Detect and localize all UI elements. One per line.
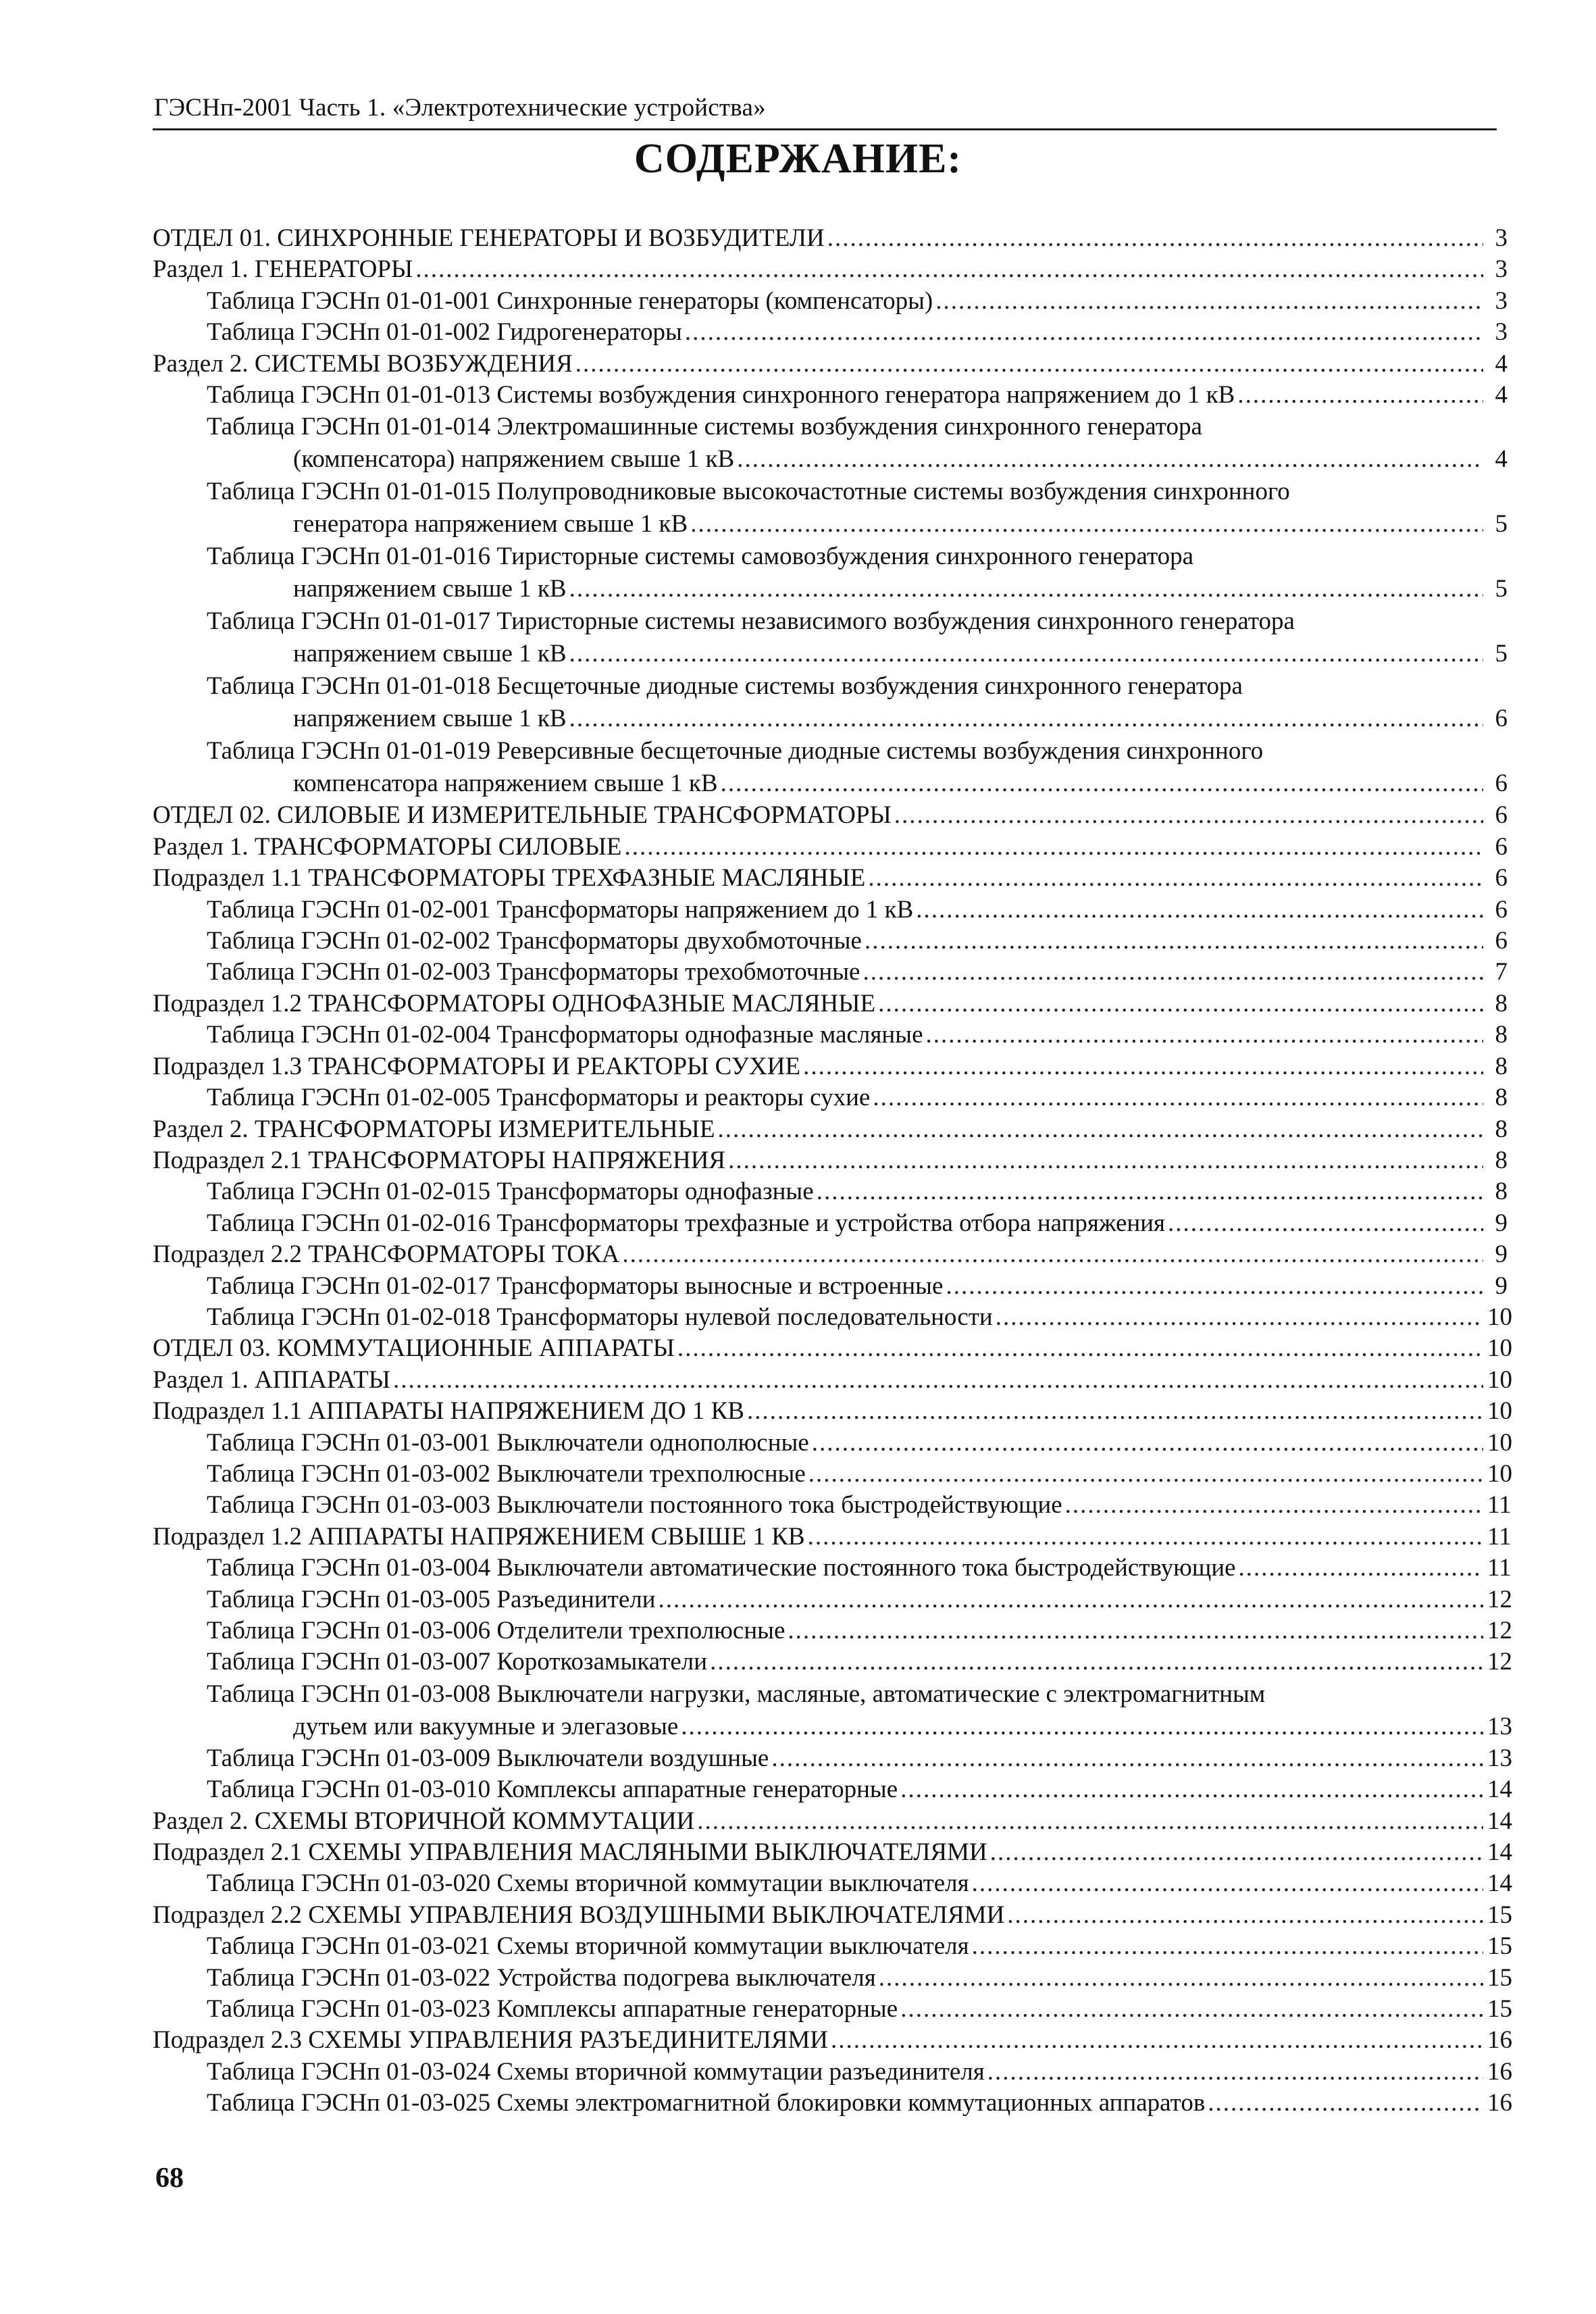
toc-entry-title: Таблица ГЭСНп 01-02-002 Трансформаторы двухобмоточные (207, 927, 862, 955)
dot-leader (865, 926, 1483, 957)
toc-page-number: 6 (1495, 770, 1508, 798)
toc-entry-title-continuation: (компенсатора) напряжением свыше 1 кВ (293, 445, 735, 474)
toc-entry-title: Подраздел 2.1 СХЕМЫ УПРАВЛЕНИЯ МАСЛЯНЫМИ ВЫКЛЮЧАТЕЛЯМИ (153, 1838, 987, 1867)
toc-page-number: 6 (1495, 705, 1508, 733)
toc-entry (153, 988, 1596, 1020)
toc-entry-title: Таблица ГЭСНп 01-01-014 Электромашинные системы возбуждения синхронного генератора (207, 413, 1202, 441)
dot-leader (873, 1082, 1483, 1113)
toc-entry (207, 1459, 1596, 1490)
toc-entry-title: Раздел 1. ГЕНЕРАТОРЫ (153, 255, 413, 284)
dot-leader (415, 254, 1483, 285)
toc-entry (153, 832, 1596, 863)
toc-page-number: 8 (1495, 989, 1508, 1017)
toc-page-number: 15 (1487, 1901, 1512, 1929)
toc-page-number: 15 (1487, 1932, 1512, 1961)
running-header: ГЭСНп-2001 Часть 1. «Электротехнические устройства» (154, 94, 766, 122)
dot-leader (926, 1020, 1484, 1051)
toc-entry-title: Раздел 2. ТРАНСФОРМАТОРЫ ИЗМЕРИТЕЛЬНЫЕ (153, 1115, 715, 1143)
toc-entry (207, 540, 1596, 605)
toc-entry (207, 1082, 1596, 1113)
dot-leader (1239, 1553, 1483, 1584)
toc-entry-title: Таблица ГЭСНп 01-01-001 Синхронные генераторы (компенсаторы) (207, 286, 933, 315)
table-of-contents (0, 223, 1596, 2119)
toc-page-number: 8 (1495, 1115, 1508, 1143)
toc-page-number: 5 (1495, 640, 1508, 668)
toc-entry-title-continuation: генератора напряжением свыше 1 кВ (293, 510, 688, 538)
toc-entry (207, 317, 1596, 348)
dot-leader (697, 1806, 1483, 1837)
dot-leader (987, 2057, 1483, 2088)
dot-leader (916, 895, 1483, 926)
toc-page-number: 15 (1487, 1995, 1512, 2023)
toc-page-number: 9 (1495, 1209, 1508, 1237)
toc-page-number: 10 (1487, 1303, 1512, 1331)
toc-page-number: 10 (1487, 1334, 1512, 1363)
dot-leader (677, 1333, 1483, 1364)
toc-entry-title: Подраздел 2.2 СХЕМЫ УПРАВЛЕНИЯ ВОЗДУШНЫМИ ВЫКЛЮЧАТЕЛЯМИ (153, 1901, 1005, 1929)
toc-entry-title: Таблица ГЭСНп 01-02-005 Трансформаторы и реакторы сухие (207, 1084, 871, 1112)
toc-entry (207, 1963, 1596, 1994)
dot-leader (946, 1271, 1483, 1302)
toc-entry (153, 1114, 1596, 1145)
toc-entry (153, 1396, 1596, 1427)
toc-entry-title: Подраздел 1.1 ТРАНСФОРМАТОРЫ ТРЕХФАЗНЫЕ МАСЛЯНЫЕ (153, 864, 866, 892)
dot-leader (808, 1521, 1483, 1553)
toc-entry (153, 800, 1596, 831)
dot-leader (747, 1396, 1483, 1427)
toc-page-number: 12 (1487, 1617, 1512, 1644)
toc-entry-title: Таблица ГЭСНп 01-01-018 Бесщеточные диодные системы возбуждения синхронного генератора (207, 672, 1243, 701)
dot-leader (721, 768, 1483, 800)
dot-leader (803, 1051, 1483, 1082)
toc-entry-title: Подраздел 1.2 АППАРАТЫ НАПРЯЖЕНИЕМ СВЫШЕ 1 КВ (153, 1522, 805, 1551)
toc-entry-title: Таблица ГЭСНп 01-01-015 Полупроводниковые высокочастотные системы возбуждения синхронного (207, 478, 1290, 506)
toc-entry-title: Таблица ГЭСНп 01-01-016 Тиристорные системы самовозбуждения синхронного генератора (207, 543, 1194, 571)
toc-entry (153, 2025, 1596, 2056)
toc-entry (153, 1365, 1596, 1396)
toc-entry (207, 1646, 1596, 1678)
toc-entry-title: Таблица ГЭСНп 01-02-003 Трансформаторы трехобмоточные (207, 958, 860, 986)
dot-leader (863, 957, 1483, 988)
toc-page-number: 5 (1495, 510, 1508, 538)
dot-leader (569, 573, 1483, 605)
toc-entry (207, 1553, 1596, 1584)
toc-entry (207, 1428, 1596, 1459)
dot-leader (710, 1646, 1483, 1678)
toc-entry (153, 1239, 1596, 1270)
toc-entry (207, 1490, 1596, 1521)
toc-entry-title: Таблица ГЭСНп 01-02-001 Трансформаторы напряжением до 1 кВ (207, 895, 914, 924)
toc-entry (207, 476, 1596, 540)
dot-leader (569, 703, 1483, 735)
dot-leader (972, 1868, 1483, 1899)
dot-leader (1237, 380, 1483, 411)
toc-entry (207, 1302, 1596, 1333)
dot-leader (972, 1931, 1483, 1962)
toc-entry-title: Таблица ГЭСНп 01-01-019 Реверсивные бесщеточные диодные системы возбуждения синхронного (207, 737, 1264, 765)
toc-entry (207, 895, 1596, 926)
toc-entry-title: Таблица ГЭСНп 01-02-017 Трансформаторы выносные и встроенные (207, 1272, 944, 1300)
dot-leader (1208, 2088, 1483, 2119)
toc-entry-title: Таблица ГЭСНп 01-02-015 Трансформаторы однофазные (207, 1178, 814, 1206)
toc-entry-title: Таблица ГЭСНп 01-03-006 Отделители трехполюсные (207, 1617, 786, 1644)
toc-entry-title: Таблица ГЭСНп 01-03-005 Разъединители (207, 1585, 656, 1613)
toc-entry-title: Таблица ГЭСНп 01-03-025 Схемы электромагнитной блокировки коммутационных аппаратов (207, 2089, 1206, 2117)
toc-page-number: 16 (1487, 2089, 1512, 2117)
toc-entry (153, 223, 1596, 254)
toc-page-number: 8 (1495, 1146, 1508, 1174)
toc-entry-title: Подраздел 2.1 ТРАНСФОРМАТОРЫ НАПРЯЖЕНИЯ (153, 1146, 726, 1174)
toc-entry (207, 670, 1596, 735)
toc-entry-title: Таблица ГЭСНп 01-03-008 Выключатели нагрузки, масляные, автоматические с электромагнитным (207, 1680, 1266, 1708)
toc-entry (207, 735, 1596, 800)
toc-entry (207, 1176, 1596, 1207)
toc-entry-title: Таблица ГЭСНп 01-03-023 Комплексы аппаратные генераторные (207, 1995, 898, 2023)
toc-entry (207, 380, 1596, 411)
toc-entry-title: ОТДЕЛ 03. КОММУТАЦИОННЫЕ АППАРАТЫ (153, 1334, 675, 1363)
toc-entry (207, 1615, 1596, 1646)
toc-entry (207, 286, 1596, 317)
toc-entry (207, 411, 1596, 476)
toc-entry-title: Подраздел 1.3 ТРАНСФОРМАТОРЫ И РЕАКТОРЫ СУХИЕ (153, 1052, 801, 1080)
dot-leader (817, 1176, 1483, 1207)
dot-leader (625, 832, 1483, 863)
toc-page-number: 6 (1495, 895, 1508, 924)
toc-page-number: 13 (1487, 1712, 1512, 1740)
toc-entry (207, 1208, 1596, 1239)
dot-leader (900, 1774, 1483, 1805)
toc-page-number: 4 (1495, 349, 1508, 378)
toc-entry-title: Раздел 1. ТРАНСФОРМАТОРЫ СИЛОВЫЕ (153, 832, 622, 861)
toc-entry-title: Таблица ГЭСНп 01-02-018 Трансформаторы нулевой последовательности (207, 1303, 993, 1331)
toc-entry (207, 605, 1596, 670)
toc-entry-title: Таблица ГЭСНп 01-02-016 Трансформаторы трехфазные и устройства отбора напряжения (207, 1209, 1166, 1237)
toc-entry (207, 1020, 1596, 1051)
dot-leader (569, 638, 1483, 670)
toc-entry-title-continuation: компенсатора напряжением свыше 1 кВ (293, 770, 718, 798)
toc-entry-title-continuation: напряжением свыше 1 кВ (293, 575, 567, 603)
toc-page-number: 12 (1487, 1648, 1512, 1676)
header-rule (153, 128, 1497, 130)
dot-leader (659, 1584, 1483, 1615)
toc-entry-title: Таблица ГЭСНп 01-02-004 Трансформаторы однофазные масляные (207, 1021, 923, 1049)
toc-page-number: 8 (1495, 1021, 1508, 1049)
toc-entry (153, 1521, 1596, 1553)
toc-entry-title: Таблица ГЭСНп 01-03-001 Выключатели однополюсные (207, 1428, 809, 1457)
dot-leader (575, 349, 1483, 380)
toc-entry (207, 2057, 1596, 2088)
dot-leader (868, 863, 1483, 894)
toc-entry-title: Подраздел 2.2 ТРАНСФОРМАТОРЫ ТОКА (153, 1240, 620, 1269)
dot-leader (1007, 1900, 1483, 1931)
toc-page-number: 6 (1495, 801, 1508, 830)
toc-page-number: 15 (1487, 1963, 1512, 1992)
toc-entry (207, 1678, 1596, 1743)
page-number: 68 (155, 2163, 184, 2194)
dot-leader (681, 1711, 1483, 1743)
toc-entry (207, 1994, 1596, 2025)
toc-entry (207, 1743, 1596, 1774)
toc-entry (153, 1900, 1596, 1931)
toc-entry-title: Таблица ГЭСНп 01-01-002 Гидрогенераторы (207, 318, 682, 347)
toc-page-number: 14 (1487, 1838, 1512, 1867)
toc-entry (207, 2088, 1596, 2119)
toc-entry-title: Раздел 2. СИСТЕМЫ ВОЗБУЖДЕНИЯ (153, 349, 573, 378)
toc-page-number: 8 (1495, 1084, 1508, 1112)
toc-entry-title: Раздел 2. СХЕМЫ ВТОРИЧНОЙ КОММУТАЦИИ (153, 1807, 695, 1835)
toc-entry (153, 1837, 1596, 1868)
toc-page-number: 9 (1495, 1240, 1508, 1269)
toc-page-number: 10 (1487, 1428, 1512, 1457)
toc-page-number: 6 (1495, 864, 1508, 892)
toc-page-number: 8 (1495, 1052, 1508, 1080)
toc-page-number: 11 (1487, 1491, 1512, 1519)
toc-page-number: 14 (1487, 1807, 1512, 1835)
toc-page-number: 4 (1495, 381, 1508, 409)
toc-entry (207, 926, 1596, 957)
dot-leader (1065, 1490, 1483, 1521)
toc-entry-title: Таблица ГЭСНп 01-03-020 Схемы вторичной коммутации выключателя (207, 1869, 969, 1898)
toc-page-number: 16 (1487, 2057, 1512, 2086)
toc-page-number: 14 (1487, 1869, 1512, 1898)
toc-entry-title: ОТДЕЛ 01. СИНХРОННЫЕ ГЕНЕРАТОРЫ И ВОЗБУДИТЕЛИ (153, 224, 825, 252)
toc-entry (153, 1145, 1596, 1176)
dot-leader (990, 1837, 1483, 1868)
dot-leader (900, 1994, 1483, 2025)
toc-entry-title: ОТДЕЛ 02. СИЛОВЫЕ И ИЗМЕРИТЕЛЬНЫЕ ТРАНСФОРМАТОРЫ (153, 801, 892, 830)
toc-page-number: 3 (1495, 318, 1508, 347)
toc-entry-title: Подраздел 2.3 СХЕМЫ УПРАВЛЕНИЯ РАЗЪЕДИНИТЕЛЯМИ (153, 2026, 828, 2055)
toc-page-number: 10 (1487, 1365, 1512, 1394)
page-title: СОДЕРЖАНИЕ: (634, 136, 962, 182)
toc-entry (153, 349, 1596, 380)
dot-leader (827, 223, 1483, 254)
toc-entry (153, 1333, 1596, 1364)
toc-page-number: 11 (1487, 1554, 1512, 1582)
toc-entry-title-continuation: напряжением свыше 1 кВ (293, 640, 567, 668)
dot-leader (894, 800, 1483, 831)
toc-entry (153, 1806, 1596, 1837)
toc-entry-title: Таблица ГЭСНп 01-03-022 Устройства подогрева выключателя (207, 1963, 876, 1992)
toc-page-number: 14 (1487, 1776, 1512, 1804)
toc-page-number: 9 (1495, 1272, 1508, 1300)
toc-page-number: 4 (1495, 445, 1508, 474)
dot-leader (878, 988, 1483, 1020)
toc-entry (207, 1868, 1596, 1899)
toc-page-number: 8 (1495, 1178, 1508, 1206)
toc-entry-title-continuation: напряжением свыше 1 кВ (293, 705, 567, 733)
toc-entry-title-continuation: дутьем или вакуумные и элегазовые (293, 1712, 679, 1740)
dot-leader (1168, 1208, 1483, 1239)
toc-entry-title: Подраздел 1.2 ТРАНСФОРМАТОРЫ ОДНОФАЗНЫЕ МАСЛЯНЫЕ (153, 989, 876, 1017)
toc-entry-title: Таблица ГЭСНп 01-03-010 Комплексы аппаратные генераторные (207, 1776, 898, 1804)
dot-leader (879, 1963, 1483, 1994)
toc-page-number: 10 (1487, 1397, 1512, 1426)
toc-page-number: 13 (1487, 1744, 1512, 1772)
toc-page-number: 3 (1495, 286, 1508, 315)
dot-leader (690, 508, 1483, 540)
toc-page-number: 12 (1487, 1585, 1512, 1613)
toc-entry-title: Таблица ГЭСНп 01-03-021 Схемы вторичной коммутации выключателя (207, 1932, 969, 1961)
toc-entry (153, 1051, 1596, 1082)
toc-page-number: 3 (1495, 224, 1508, 252)
toc-page-number: 10 (1487, 1459, 1512, 1488)
toc-entry (207, 957, 1596, 988)
toc-entry (207, 1931, 1596, 1962)
toc-entry-title: Таблица ГЭСНп 01-03-002 Выключатели трехполюсные (207, 1459, 806, 1488)
dot-leader (812, 1428, 1483, 1459)
toc-entry (207, 1774, 1596, 1805)
toc-page-number: 16 (1487, 2026, 1512, 2055)
toc-entry (207, 1584, 1596, 1615)
toc-entry-title: Раздел 1. АППАРАТЫ (153, 1365, 390, 1394)
toc-entry-title: Подраздел 1.1 АППАРАТЫ НАПРЯЖЕНИЕМ ДО 1 КВ (153, 1397, 744, 1426)
dot-leader (771, 1743, 1483, 1774)
toc-entry-title: Таблица ГЭСНп 01-03-024 Схемы вторичной коммутации разъединителя (207, 2057, 985, 2086)
dot-leader (685, 317, 1483, 348)
toc-entry-title: Таблица ГЭСНп 01-01-013 Системы возбуждения синхронного генератора напряжением до 1 кВ (207, 381, 1235, 409)
dot-leader (737, 443, 1483, 476)
toc-page-number: 6 (1495, 927, 1508, 955)
toc-entry (153, 863, 1596, 894)
dot-leader (728, 1145, 1483, 1176)
dot-leader (788, 1615, 1483, 1646)
toc-entry-title: Таблица ГЭСНп 01-01-017 Тиристорные системы независимого возбуждения синхронного генератора (207, 607, 1295, 636)
toc-page-number: 7 (1495, 958, 1508, 986)
toc-entry (207, 1271, 1596, 1302)
dot-leader (808, 1459, 1483, 1490)
toc-entry (153, 254, 1596, 285)
toc-entry-title: Таблица ГЭСНп 01-03-007 Короткозамыкатели (207, 1648, 708, 1676)
dot-leader (393, 1365, 1483, 1396)
dot-leader (831, 2025, 1483, 2056)
toc-entry-title: Таблица ГЭСНп 01-03-009 Выключатели воздушные (207, 1744, 769, 1772)
toc-entry-title: Таблица ГЭСНп 01-03-003 Выключатели постоянного тока быстродействующие (207, 1491, 1062, 1519)
dot-leader (622, 1239, 1483, 1270)
toc-page-number: 5 (1495, 575, 1508, 603)
dot-leader (996, 1302, 1483, 1333)
toc-page-number: 3 (1495, 255, 1508, 284)
toc-page-number: 11 (1487, 1522, 1512, 1551)
toc-page-number: 6 (1495, 832, 1508, 861)
toc-entry-title: Таблица ГЭСНп 01-03-004 Выключатели автоматические постоянного тока быстродействующие (207, 1554, 1236, 1582)
dot-leader (935, 286, 1483, 317)
dot-leader (717, 1114, 1483, 1145)
